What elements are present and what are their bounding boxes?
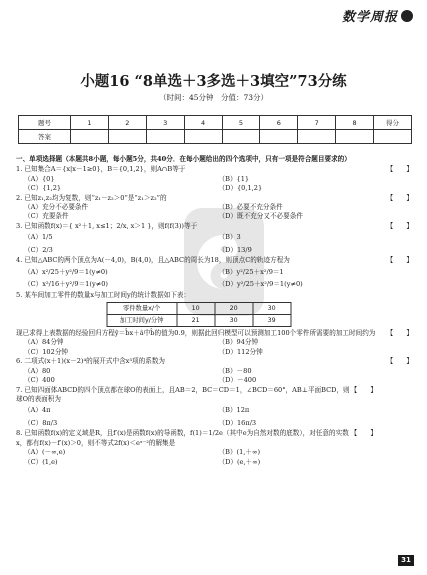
option-list — [16, 231, 413, 256]
answer-blank-4[interactable] — [184, 130, 222, 144]
answer-bracket: 【 】 — [386, 221, 413, 230]
question-continuation — [16, 329, 413, 338]
answer-bracket: 【 】 — [386, 329, 413, 338]
question-3 — [16, 222, 413, 256]
question-5 — [16, 291, 413, 358]
answer-table-answer-row — [19, 130, 412, 144]
brand-emblem-icon — [401, 10, 413, 22]
answer-blank-2[interactable] — [108, 130, 146, 144]
option-a[interactable]: （A）1/5 — [24, 233, 53, 242]
question-stem: 1. 已知集合A＝{x|x－1≥0}，B＝{0,1,2}，则A∩B等于 — [16, 165, 186, 174]
page-number: 31 — [398, 555, 414, 566]
question-stem: 3. 已知函数f(x)＝{ x²＋1, x≤1；2/x, x＞1 }，则f(f(3))等于 — [16, 221, 198, 230]
answer-table-cell: 5 — [222, 116, 260, 130]
option-list — [16, 367, 413, 386]
answer-bracket: 【 】 — [386, 357, 413, 366]
question-1 — [16, 165, 413, 193]
answer-bracket: 【 】 — [386, 165, 413, 174]
option-c[interactable]: （C）2/3 — [24, 245, 53, 254]
option-d[interactable]: （D）{0,1,2} — [218, 184, 263, 193]
answer-table-cell: 4 — [184, 116, 222, 130]
option-d[interactable]: （D）(e,＋∞) — [218, 457, 261, 466]
answer-blank-5[interactable] — [222, 130, 260, 144]
option-d[interactable]: （D）16π/3 — [218, 418, 257, 427]
option-c[interactable]: （C）8π/3 — [24, 418, 58, 427]
answer-bracket: 【 】 — [386, 256, 413, 265]
option-a[interactable]: （A）4π — [24, 406, 51, 415]
answer-table-cell: 答案 — [19, 130, 71, 144]
option-b[interactable]: （B）{1} — [218, 174, 250, 183]
question-8 — [16, 429, 413, 467]
question-section — [16, 155, 413, 467]
answer-table-cell: 1 — [71, 116, 109, 130]
data-table-label: 加工时间y/分钟 — [107, 315, 177, 327]
question-continuation-text: 现已求得上表数据的经验回归方程ŷ＝b̂x＋â中b̂的值为0.9，则据此回归模型可以预测加工100个零件所需要的加工时间约为 — [16, 329, 376, 338]
option-list — [16, 404, 413, 429]
data-table-cell: 10 — [177, 303, 215, 315]
option-a[interactable]: （A）84分钟 — [24, 338, 64, 347]
option-b[interactable]: （B）必要不充分条件 — [218, 203, 283, 212]
option-a[interactable]: （A）(－∞,e) — [24, 448, 66, 457]
question-6 — [16, 357, 413, 385]
answer-blank-8[interactable] — [336, 130, 374, 144]
option-list — [16, 448, 413, 467]
brand-logo — [342, 6, 413, 25]
page-title: 小题16 “8单选＋3多选＋3填空”73分练 — [80, 73, 347, 90]
answer-blank-1[interactable] — [71, 130, 109, 144]
option-a[interactable]: （A）80 — [24, 366, 51, 375]
option-b[interactable]: （B）3 — [218, 233, 241, 242]
question-stem: 5. 某车间加工零件的数量x与加工时间y的统计数据如下表： — [16, 290, 191, 299]
answer-blank-7[interactable] — [298, 130, 336, 144]
question-4 — [16, 256, 413, 290]
option-d[interactable]: （D）112分钟 — [218, 347, 263, 356]
data-table-cell: 30 — [253, 303, 291, 315]
option-b[interactable]: （B）－80 — [218, 366, 252, 375]
answer-blank-3[interactable] — [146, 130, 184, 144]
data-table-cell: 21 — [177, 315, 215, 327]
page-subtitle: （时间：45分钟 分值：73分） — [158, 93, 269, 102]
score-blank[interactable] — [374, 130, 412, 144]
option-c[interactable]: （C）充要条件 — [24, 212, 69, 221]
question-stem: 6. 二项式(x＋1)(x－2)⁴的展开式中含x³项的系数为 — [16, 357, 166, 366]
data-table-label: 零件数量x/个 — [107, 303, 177, 315]
answer-table-cell: 7 — [298, 116, 336, 130]
answer-table — [18, 115, 412, 144]
data-table-cell: 20 — [215, 303, 253, 315]
brand-name: 数学周报 — [341, 10, 398, 25]
option-c[interactable]: （C）102分钟 — [24, 347, 69, 356]
data-table-row — [107, 303, 291, 315]
option-a[interactable]: （A）充分不必要条件 — [24, 203, 89, 212]
question-stem-text: 8. 已知函数f(x)的定义域是R，且f′(x)是函数f(x)的导函数，f(1)＝1/2e（其中e为自然对数的底数），对任意的实数x，都有f(x)－f′(x)＞0，则不等式2f(x)＜eˣ⁻²的解集是 — [16, 429, 349, 447]
option-c[interactable]: （C）x²/16＋y²/9＝1(y≠0) — [24, 280, 108, 289]
option-list — [16, 203, 413, 222]
answer-table-cell: 8 — [336, 116, 374, 130]
option-list — [16, 338, 413, 357]
data-table — [106, 302, 291, 327]
answer-table-cell: 题号 — [19, 116, 71, 130]
data-table-row — [107, 315, 291, 327]
question-stem-text: 7. 已知四面体ABCD的四个顶点都在球O的表面上，且AB＝2，BC＝CD＝1，∠BCD＝60°，AB⊥平面BCD，则球O的表面积为 — [16, 385, 350, 403]
answer-table-cell: 2 — [108, 116, 146, 130]
option-c[interactable]: （C）{1,2} — [24, 184, 62, 193]
question-stem: 4. 已知△ABC的两个顶点为A(－4,0)，B(4,0)，且△ABC的周长为18，则顶点C的轨迹方程为 — [16, 256, 290, 265]
data-table-cell: 30 — [215, 315, 253, 327]
option-b[interactable]: （B）12π — [218, 406, 250, 415]
option-c[interactable]: （C）(1,e) — [24, 457, 58, 466]
option-a[interactable]: （A）{0} — [24, 174, 55, 183]
option-d[interactable]: （D）既不充分又不必要条件 — [218, 212, 303, 221]
question-stem: 2. 已知z₁,z₂均为复数，则“z₁－z₂＞0”是“z₁＞z₂”的 — [16, 193, 167, 202]
question-7 — [16, 386, 413, 430]
option-b[interactable]: （B）y²/25＋x²/9＝1 — [218, 267, 284, 276]
question-2 — [16, 194, 413, 222]
answer-bracket: 【 】 — [386, 193, 413, 202]
option-list — [16, 175, 413, 194]
answer-bracket: 【 】 — [350, 429, 377, 438]
option-b[interactable]: （B）(1,＋∞) — [218, 448, 261, 457]
answer-bracket: 【 】 — [350, 385, 377, 394]
question-stem — [16, 386, 413, 405]
option-b[interactable]: （B）94分钟 — [218, 338, 259, 347]
answer-table-cell: 6 — [260, 116, 298, 130]
answer-table-cell: 得分 — [374, 116, 412, 130]
option-d[interactable]: （D）－400 — [218, 376, 257, 385]
data-table-cell: 39 — [253, 315, 291, 327]
option-list — [16, 266, 413, 291]
option-d[interactable]: （D）13/9 — [218, 245, 252, 254]
answer-table-cell: 3 — [146, 116, 184, 130]
option-a[interactable]: （A）x²/25＋y²/9＝1(y≠0) — [24, 267, 108, 276]
answer-blank-6[interactable] — [260, 130, 298, 144]
section-heading: 一、单项选择题（本题共8小题，每小题5分，共40分．在每小题给出的四个选项中，只有一项是符合题目要求的） — [16, 155, 351, 163]
option-d[interactable]: （D）y²/25＋x²/9＝1(y≠0) — [218, 280, 303, 289]
option-c[interactable]: （C）400 — [24, 376, 55, 385]
answer-table-header-row — [19, 116, 412, 130]
question-stem — [16, 429, 413, 448]
